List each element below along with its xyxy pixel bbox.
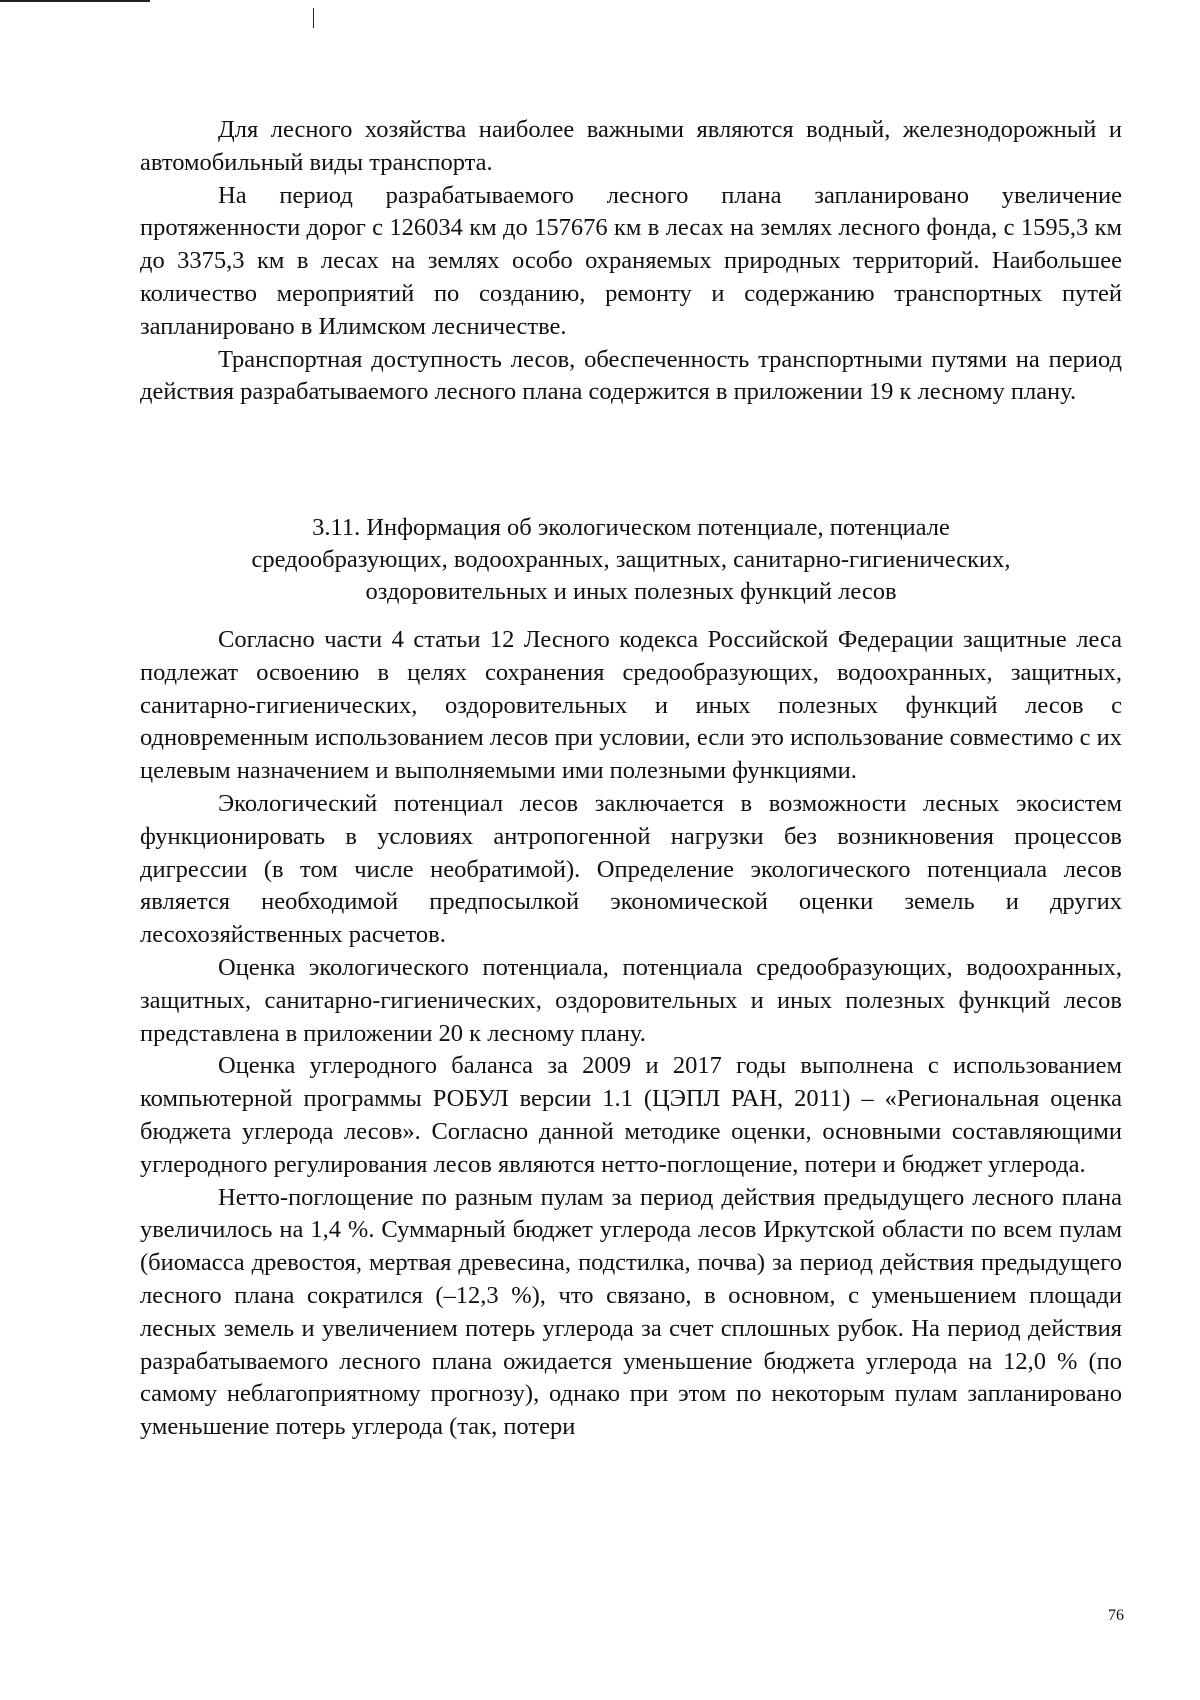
paragraph-road-length: На период разрабатываемого лесного плана запланировано увеличение протяженности дорог с 126034 км до 157676 км в лесах на землях лесного фонда, с 1595,3 км до 3375,3 км в лесах на землях особо охраняемых природных территорий. Наибольшее количество мероприятий по созданию, ремонту и содержанию транспортных путей запланировано в Илимском лесничестве. [140, 181, 1122, 340]
intro-text [140, 114, 1122, 409]
scan-edge-mark [0, 0, 150, 2]
paragraph-forest-code: Согласно части 4 статьи 12 Лесного кодекса Российской Федерации защитные леса подлежат освоению в целях сохранения средообразующих, водоохранных, защитных, санитарно-гигиенических, оздоровительных и иных полезных функций лесов с одновременным использованием лесов при условии, если это использование совместимо с их целевым назначением и выполняемыми ими полезными функциями. [140, 626, 1122, 785]
section-heading-line: средообразующих, водоохранных, защитных, санитарно-гигиенических, [251, 546, 1011, 573]
section-heading-line: оздоровительных и иных полезных функций лесов [365, 578, 897, 605]
scan-tick-mark [313, 8, 314, 28]
section-heading [140, 512, 1122, 608]
page-number: 76 [1108, 1607, 1124, 1624]
paragraph-transport-types: Для лесного хозяйства наиболее важными являются водный, железнодорожный и автомобильный виды транспорта. [140, 116, 1122, 176]
paragraph-assessment: Оценка экологического потенциала, потенциала средообразующих, водоохранных, защитных, санитарно-гигиенических, оздоровительных и иных полезных функций лесов представлена в приложении 20 к лесному плану. [140, 953, 1122, 1047]
section-heading-line: 3.11. Информация об экологическом потенциале, потенциале [312, 514, 950, 541]
paragraph-carbon-balance: Оценка углеродного баланса за 2009 и 2017 годы выполнена с использованием компьютерной программы РОБУЛ версии 1.1 (ЦЭПЛ РАН, 2011) – «Региональная оценка бюджета углерода лесов». Согласно данной методике оценки, основными составляющими углеродного регулирования лесов являются нетто-поглощение, потери и бюджет углерода. [140, 1052, 1122, 1178]
paragraph-ecological-potential: Экологический потенциал лесов заключается в возможности лесных экосистем функционировать в условиях антропогенной нагрузки без возникновения процессов дигрессии (в том числе необратимой). Определение экологического потенциала лесов является необходимой предпосылкой экономической оценки земель и других лесохозяйственных расчетов. [140, 789, 1122, 949]
paragraph-net-absorption: Нетто-поглощение по разным пулам за период действия предыдущего лесного плана увеличилось на 1,4 %. Суммарный бюджет углерода лесов Иркутской области по всем пулам (биомасса древостоя, мертвая древесина, подстилка, почва) за период действия предыдущего лесного плана сократился (–12,3 %), что связано, в основном, с уменьшением площади лесных земель и увеличением потерь углерода за счет сплошных рубок. На период действия разрабатываемого лесного плана ожидается уменьшение бюджета углерода на 12,0 % (по самому неблагоприятному прогнозу), однако при этом по некоторым пулам запланировано уменьшение потерь углерода (так, потери [140, 1183, 1122, 1441]
paragraph-transport-access: Транспортная доступность лесов, обеспеченность транспортными путями на период действия разрабатываемого лесного плана содержится в приложении 19 к лесному плану. [140, 345, 1122, 406]
section-text [140, 624, 1122, 1444]
